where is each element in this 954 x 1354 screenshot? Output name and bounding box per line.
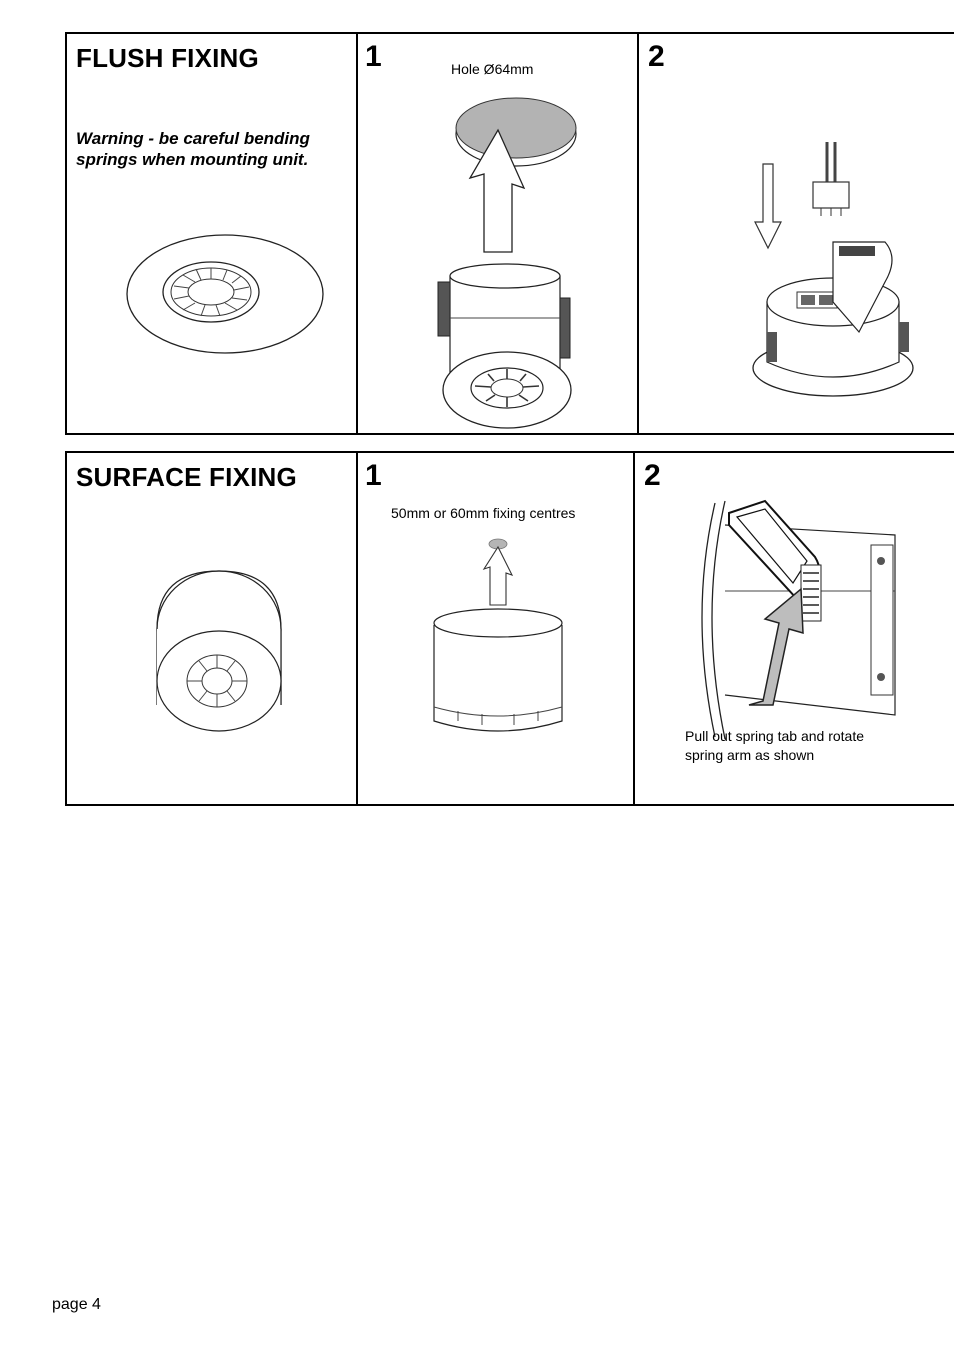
flush-step1-number: 1	[365, 40, 382, 73]
surface-sensor-illustration	[153, 569, 293, 739]
surface-step1-cell	[356, 453, 633, 804]
surface-step1-illustration	[420, 535, 600, 765]
flush-fixing-panel	[65, 32, 954, 435]
flush-step2-cell	[637, 34, 954, 433]
flush-step2-number: 2	[648, 40, 665, 73]
surface-fixing-centres-caption: 50mm or 60mm fixing centres	[391, 505, 576, 521]
surface-spring-caption: Pull out spring tab and rotate spring arm as shown	[685, 728, 865, 763]
flush-step2-illustration	[749, 142, 949, 402]
surface-step2-cell	[633, 453, 954, 804]
flush-fixing-title: FLUSH FIXING	[76, 43, 259, 73]
flush-sensor-illustration	[127, 232, 327, 352]
surface-fixing-title: SURFACE FIXING	[76, 462, 297, 492]
flush-step1-illustration	[428, 92, 628, 432]
surface-step2-number: 2	[644, 459, 661, 492]
surface-fixing-panel	[65, 451, 954, 806]
flush-intro-cell	[67, 34, 356, 433]
surface-step1-number: 1	[365, 459, 382, 492]
flush-warning-text: Warning - be careful bending springs when mounting unit.	[76, 129, 310, 169]
page-number: page 4	[52, 1296, 101, 1313]
surface-step2-illustration	[685, 495, 905, 715]
surface-intro-cell	[67, 453, 356, 804]
flush-step1-cell	[356, 34, 637, 433]
flush-hole-caption: Hole Ø64mm	[451, 61, 534, 77]
